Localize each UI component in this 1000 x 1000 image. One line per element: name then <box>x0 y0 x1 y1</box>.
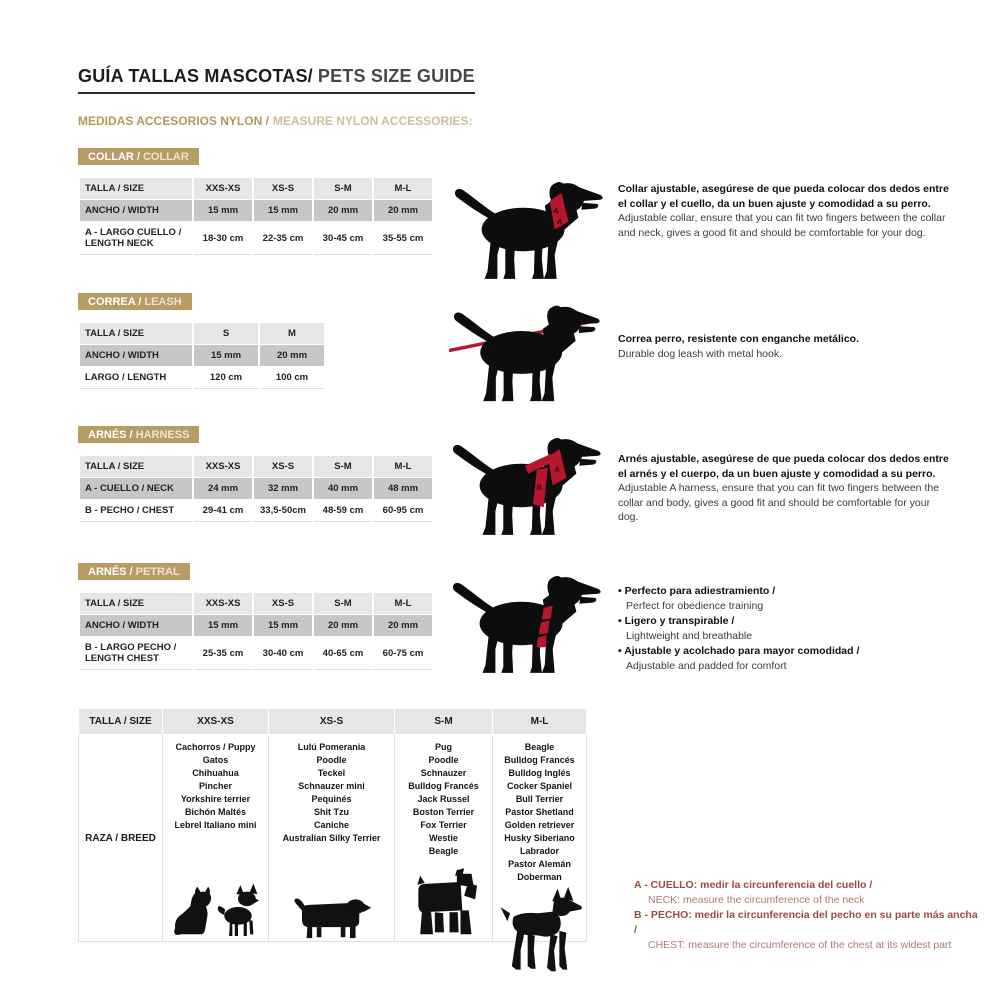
page-title-en: PETS SIZE GUIDE <box>317 66 475 86</box>
breed-item: Poodle <box>428 755 459 765</box>
table-row <box>80 345 324 366</box>
cell: 40-65 cm <box>314 637 372 670</box>
cell <box>163 735 269 942</box>
silhouettes-m-l <box>493 884 586 977</box>
row-label: RAZA / BREED <box>79 735 163 942</box>
cat-icon <box>172 884 212 940</box>
breed-table <box>78 708 587 942</box>
collar-description-es: Collar ajustable, asegúrese de que pueda colocar dos dedos entre el collar y el cuello, da un buen ajuste y comodidad a su perro. <box>618 183 949 210</box>
column-header: TALLA / SIZE <box>79 709 163 735</box>
svg-text:B: B <box>536 484 542 492</box>
note-neck-en: NECK: measure the circumference of the neck <box>648 894 865 906</box>
column-header: M-L <box>493 709 587 735</box>
breed-item: Schnauzer mini <box>298 781 365 791</box>
column-header: XXS-XS <box>163 709 269 735</box>
breed-item: Fox Terrier <box>420 820 467 830</box>
row-label: A - CUELLO / NECK <box>80 478 192 499</box>
collar-badge: COLLAR / COLLAR <box>78 148 199 165</box>
table-row <box>79 709 587 735</box>
breed-item: Jack Russel <box>417 794 470 804</box>
cell: 48 mm <box>374 478 432 499</box>
harness-description <box>618 452 952 525</box>
cell: 20 mm <box>260 345 324 366</box>
breed-item: Lebrel Italiano mini <box>174 820 257 830</box>
column-header: M-L <box>374 456 432 477</box>
table-row <box>80 637 432 670</box>
cell: 32 mm <box>254 478 312 499</box>
column-header: XS-S <box>254 178 312 199</box>
cell <box>493 735 587 942</box>
note-chest-en: CHEST: measure the circumference of the chest at its widest part <box>648 939 952 951</box>
cell: 25-35 cm <box>194 637 252 670</box>
cell: 18-30 cm <box>194 222 252 255</box>
column-header: S-M <box>314 178 372 199</box>
note-chest-es: B - PECHO: medir la circunferencia del pecho en su parte más ancha / <box>634 909 978 936</box>
breed-item: Teckel <box>317 768 346 778</box>
cell <box>395 735 493 942</box>
column-header: M-L <box>374 593 432 614</box>
breed-item: Gatos <box>202 755 229 765</box>
breed-list-s-m <box>395 741 492 858</box>
cell: 20 mm <box>314 615 372 636</box>
leash-description <box>618 332 952 361</box>
breed-item: Schnauzer <box>420 768 467 778</box>
breed-item: Chihuahua <box>192 768 239 778</box>
table-row <box>80 500 432 522</box>
page-title <box>78 66 475 94</box>
table-row <box>80 456 432 477</box>
petral-features <box>618 584 952 674</box>
petral-feature-3-es: • Ajustable y acolchado para mayor comodidad / <box>618 644 952 659</box>
leash-badge: CORREA / LEASH <box>78 293 192 310</box>
cell: 30-45 cm <box>314 222 372 255</box>
breed-item: Australian Silky Terrier <box>282 833 381 843</box>
cell: 20 mm <box>374 200 432 221</box>
column-header: XXS-XS <box>194 456 252 477</box>
cell: 100 cm <box>260 367 324 389</box>
row-label: ANCHO / WIDTH <box>80 615 192 636</box>
harness-description-en: Adjustable A harness, ensure that you can fit two fingers between the collar and body, gives a good fit and should be comfortable for your dog. <box>618 482 940 523</box>
breed-item: Doberman <box>517 872 562 882</box>
petral-feature-1-es: • Perfecto para adiestramiento / <box>618 584 952 599</box>
breed-item: Bulldog Inglés <box>508 768 571 778</box>
breed-item: Bichón Maltés <box>184 807 246 817</box>
row-label: ANCHO / WIDTH <box>80 200 192 221</box>
row-label: B - LARGO PECHO / LENGTH CHEST <box>80 637 192 670</box>
breed-item: Pastor Shetland <box>505 807 574 817</box>
table-row <box>80 478 432 499</box>
cell: 15 mm <box>254 615 312 636</box>
breed-item: Yorkshire terrier <box>180 794 251 804</box>
svg-text:A: A <box>552 205 560 216</box>
harness-table <box>78 455 434 523</box>
breed-item: Bulldog Francés <box>504 755 575 765</box>
cell: 33,5-50cm <box>254 500 312 522</box>
table-row <box>80 367 324 389</box>
collar-description-en: Adjustable collar, ensure that you can fit two fingers between the collar and neck, gives a good fit and should be comfortable for your dog. <box>618 212 946 239</box>
breed-item: Boston Terrier <box>412 807 475 817</box>
svg-text:A: A <box>554 466 560 474</box>
row-label: LARGO / LENGTH <box>80 367 192 389</box>
cell: 15 mm <box>254 200 312 221</box>
petral-feature-2-en: Lightweight and breathable <box>626 629 753 642</box>
cell: 60-95 cm <box>374 500 432 522</box>
table-row <box>80 178 432 199</box>
breed-list-xxs-xs <box>163 741 268 832</box>
breed-item: Lulú Pomerania <box>297 742 366 752</box>
silhouettes-xs-s <box>269 892 394 941</box>
row-label: ANCHO / WIDTH <box>80 345 192 366</box>
petral-feature-2-es: • Ligero y transpirable / <box>618 614 952 629</box>
dog-petral-icon <box>448 566 606 680</box>
silhouettes-xxs-xs <box>163 882 268 941</box>
breed-item: Bull Terrier <box>515 794 564 804</box>
breed-item: Cocker Spaniel <box>506 781 573 791</box>
cell: 20 mm <box>374 615 432 636</box>
table-row <box>80 200 432 221</box>
breed-item: Bulldog Francés <box>408 781 479 791</box>
doberman-icon <box>496 884 584 976</box>
column-header: M-L <box>374 178 432 199</box>
page-subtitle-en: MEASURE NYLON ACCESSORIES: <box>272 114 473 128</box>
breed-item: Westie <box>429 833 458 843</box>
breed-item: Beagle <box>428 846 459 856</box>
table-row <box>80 593 432 614</box>
chihuahua-icon <box>217 882 259 940</box>
table-row <box>80 222 432 255</box>
cell: 15 mm <box>194 200 252 221</box>
schnauzer-icon <box>411 868 477 940</box>
cell: 120 cm <box>194 367 258 389</box>
petral-badge: ARNÉS / PETRAL <box>78 563 190 580</box>
column-header: S <box>194 323 258 344</box>
breed-list-m-l <box>493 741 586 884</box>
table-row <box>79 735 587 942</box>
leash-description-es: Correa perro, resistente con enganche metálico. <box>618 333 859 345</box>
silhouettes-s-m <box>395 868 492 941</box>
column-header: XS-S <box>269 709 395 735</box>
dog-collar-icon <box>450 172 608 286</box>
cell: 40 mm <box>314 478 372 499</box>
breed-item: Cachorros / Puppy <box>175 742 256 752</box>
table-row <box>80 615 432 636</box>
leash-description-en: Durable dog leash with metal hook. <box>618 347 783 360</box>
breed-item: Shit Tzu <box>314 807 349 817</box>
column-header: XS-S <box>254 593 312 614</box>
column-header: TALLA / SIZE <box>80 178 192 199</box>
cell: 35-55 cm <box>374 222 432 255</box>
cell: 20 mm <box>314 200 372 221</box>
table-row <box>80 323 324 344</box>
column-header: TALLA / SIZE <box>80 593 192 614</box>
harness-badge: ARNÉS / HARNESS <box>78 426 199 443</box>
row-label: B - PECHO / CHEST <box>80 500 192 522</box>
measuring-notes <box>634 878 980 953</box>
column-header: TALLA / SIZE <box>80 456 192 477</box>
breed-item: Golden retriever <box>504 820 575 830</box>
breed-item: Pequinés <box>311 794 352 804</box>
breed-item: Pincher <box>198 781 232 791</box>
cell: 30-40 cm <box>254 637 312 670</box>
column-header: XXS-XS <box>194 593 252 614</box>
cell: 15 mm <box>194 615 252 636</box>
breed-item: Poodle <box>316 755 347 765</box>
breed-item: Beagle <box>524 742 555 752</box>
collar-table <box>78 177 434 256</box>
cell: 29-41 cm <box>194 500 252 522</box>
breed-item: Caniche <box>313 820 349 830</box>
cell: 48-59 cm <box>314 500 372 522</box>
leash-table <box>78 322 326 390</box>
column-header: XXS-XS <box>194 178 252 199</box>
page-subtitle <box>78 114 472 128</box>
cell: 15 mm <box>194 345 258 366</box>
page-title-es: GUÍA TALLAS MASCOTAS/ <box>78 66 313 86</box>
breed-list-xs-s <box>269 741 394 845</box>
dachshund-icon <box>292 892 372 940</box>
cell: 24 mm <box>194 478 252 499</box>
cell: 22-35 cm <box>254 222 312 255</box>
cell: 60-75 cm <box>374 637 432 670</box>
note-neck-es: A - CUELLO: medir la circunferencia del cuello / <box>634 879 873 891</box>
svg-text:A: A <box>556 216 564 227</box>
column-header: M <box>260 323 324 344</box>
collar-description <box>618 182 952 240</box>
cell <box>269 735 395 942</box>
column-header: S-M <box>395 709 493 735</box>
breed-item: Pastor Alemán <box>508 859 571 869</box>
petral-table <box>78 592 434 671</box>
column-header: TALLA / SIZE <box>80 323 192 344</box>
dog-harness-icon <box>448 428 606 542</box>
column-header: S-M <box>314 456 372 477</box>
breed-item: Husky Siberiano <box>504 833 575 843</box>
petral-feature-1-en: Perfect for obedience training <box>626 599 764 612</box>
harness-description-es: Arnés ajustable, asegúrese de que pueda colocar dos dedos entre el arnés y el cuerpo, da un buen ajuste y comodidad a su perro. <box>618 453 949 480</box>
page-subtitle-es: MEDIDAS ACCESORIOS NYLON / <box>78 114 269 128</box>
breed-item: Pug <box>435 742 452 752</box>
row-label: A - LARGO CUELLO / LENGTH NECK <box>80 222 192 255</box>
column-header: S-M <box>314 593 372 614</box>
petral-feature-3-en: Adjustable and padded for comfort <box>626 659 787 672</box>
column-header: XS-S <box>254 456 312 477</box>
dog-leash-icon <box>448 296 606 408</box>
breed-item: Labrador <box>519 846 559 856</box>
